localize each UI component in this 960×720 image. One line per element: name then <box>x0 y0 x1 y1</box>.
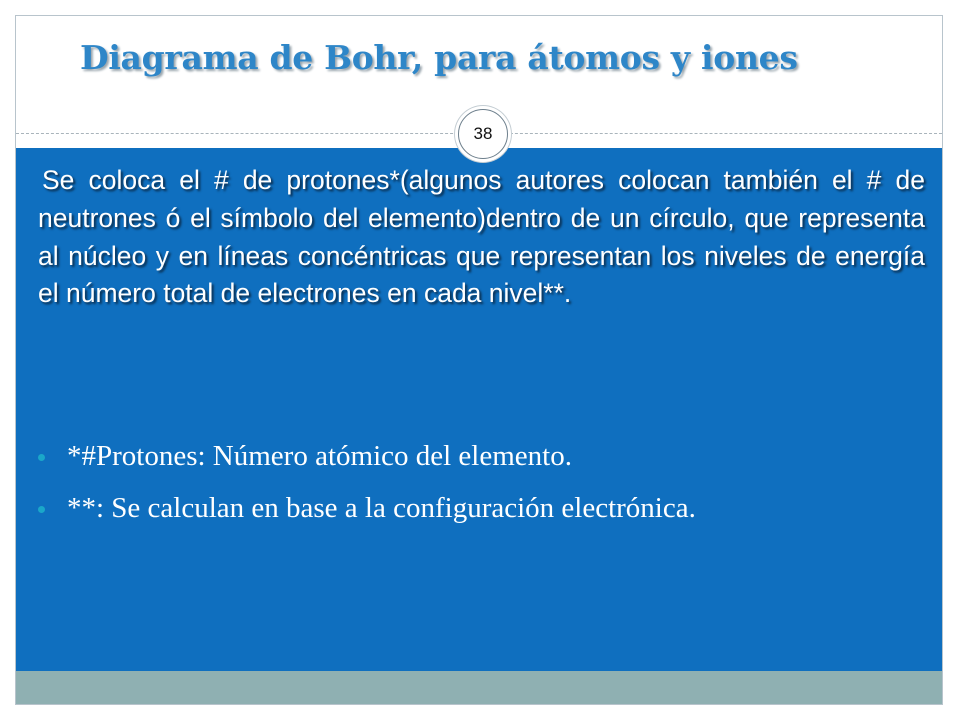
body-paragraph: Se coloca el # de protones*(algunos autores colocan también el # de neutrones ó el símbolo del elemento)dentro de un círculo, que representa al núcleo y en líneas concéntricas que representan los niveles de energía el número total de electrones en cada nivel**. <box>38 165 925 309</box>
bullet-dot-icon <box>38 506 45 513</box>
slide-title: Diagrama de Bohr, para átomos y iones <box>80 38 798 77</box>
footer-strip <box>16 671 942 704</box>
bullet-item <box>38 434 938 486</box>
slide-number-badge: 38 <box>458 109 508 159</box>
bullet-text: *#Protones: Número atómico del elemento. <box>67 440 572 472</box>
bullet-dot-icon <box>38 454 45 461</box>
bullet-list <box>38 434 938 538</box>
bullet-item <box>38 486 938 538</box>
bullet-text: **: Se calculan en base a la configuración electrónica. <box>67 492 696 524</box>
